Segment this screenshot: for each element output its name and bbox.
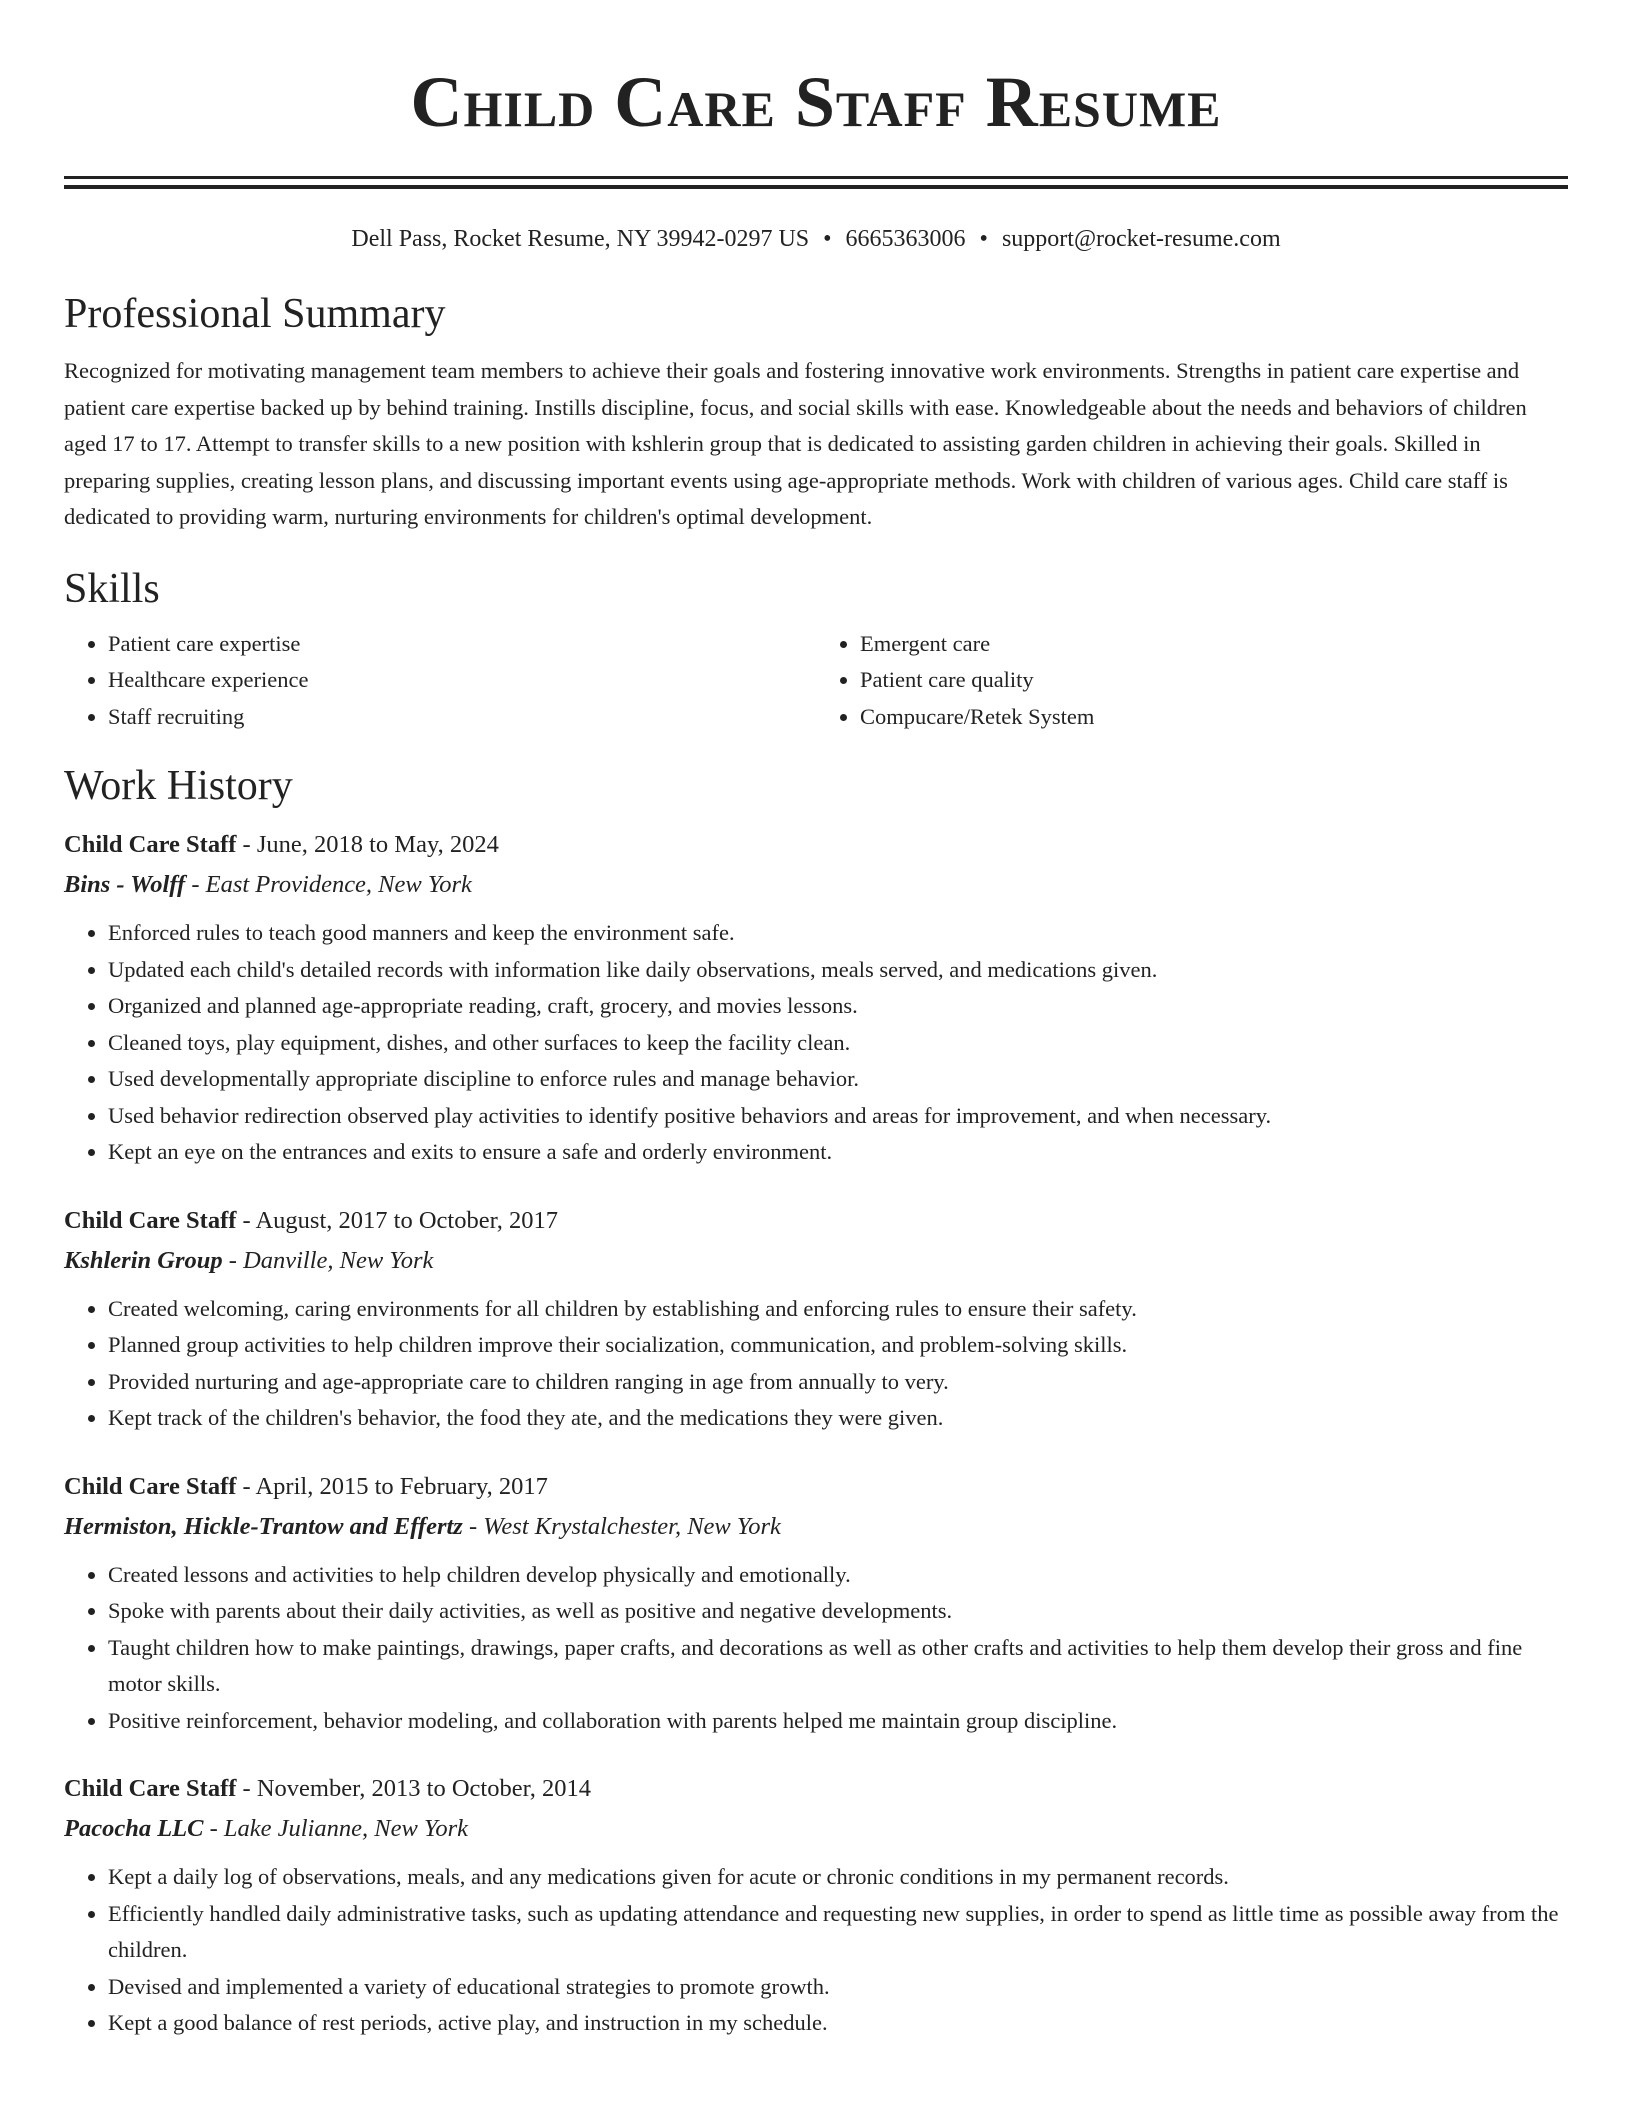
job-bullet: • Created welcoming, caring environments for all children by establishing and enforcing rules to ensure their safety.: [108, 1291, 1568, 1328]
job-company: Kshlerin Group: [64, 1246, 223, 1274]
job-dash: -: [462, 1512, 484, 1540]
job-location: Lake Julianne, New York: [223, 1815, 469, 1843]
job-dash: -: [185, 871, 206, 899]
job-company: Bins - Wolff: [64, 871, 186, 899]
header-divider-bottom: [64, 185, 1568, 189]
job-bullet: • Provided nurturing and age-appropriate care to children ranging in age from annually to very.: [108, 1364, 1568, 1401]
job-bullets: [64, 1291, 1568, 1437]
job-title: Child Care Staff: [64, 1206, 237, 1234]
job-title-line: [64, 1467, 1568, 1507]
job-dash: -: [236, 831, 257, 859]
job-dash: -: [236, 1206, 256, 1234]
job-entry: [64, 1769, 1568, 2042]
job-entry: [64, 825, 1568, 1171]
skills-column-left: [64, 626, 816, 736]
job-title-line: [64, 825, 1568, 865]
job-company-line: [64, 1241, 1568, 1281]
job-company-line: [64, 1507, 1568, 1547]
job-bullet: • Organized and planned age-appropriate reading, craft, grocery, and movies lessons.: [108, 988, 1568, 1025]
job-bullet: • Planned group activities to help children improve their socialization, communication, and problem-solving skills.: [108, 1327, 1568, 1364]
job-bullet: • Positive reinforcement, behavior modeling, and collaboration with parents helped me maintain group discipline.: [108, 1703, 1568, 1740]
skills-heading: Skills: [64, 565, 160, 612]
job-bullet: • Enforced rules to teach good manners and keep the environment safe.: [108, 915, 1568, 952]
job-bullet: • Taught children how to make paintings, drawings, paper crafts, and decorations as well as other crafts and activities to help them develop their gross and fine motor skills.: [108, 1630, 1568, 1703]
job-bullet: • Kept a daily log of observations, meals, and any medications given for acute or chronic conditions in my permanent records.: [108, 1859, 1568, 1896]
job-dates: June, 2018 to May, 2024: [256, 831, 499, 859]
job-location: East Providence, New York: [205, 871, 472, 899]
job-title-line: [64, 1201, 1568, 1241]
contact-line: [64, 223, 1568, 255]
job-dash: -: [236, 1472, 256, 1500]
job-location: West Krystalchester, New York: [483, 1512, 781, 1540]
job-bullet: • Kept track of the children's behavior, the food they ate, and the medications they were given.: [108, 1400, 1568, 1437]
skills-column-right: [816, 626, 1568, 736]
contact-phone: 6665363006: [845, 226, 966, 252]
job-bullet: • Spoke with parents about their daily activities, as well as positive and negative developments.: [108, 1593, 1568, 1630]
job-bullet: • Cleaned toys, play equipment, dishes, and other surfaces to keep the facility clean.: [108, 1025, 1568, 1062]
job-location: Danville, New York: [243, 1246, 434, 1274]
job-dates: April, 2015 to February, 2017: [255, 1472, 548, 1500]
job-bullets: [64, 1859, 1568, 2042]
job-title: Child Care Staff: [64, 831, 237, 859]
job-bullets: [64, 915, 1568, 1171]
job-title: Child Care Staff: [64, 1472, 237, 1500]
job-bullet: • Efficiently handled daily administrative tasks, such as updating attendance and requesting new supplies, in order to spend as little time as possible away from the children.: [108, 1896, 1568, 1969]
job-dash: -: [236, 1775, 257, 1803]
contact-separator: •: [979, 226, 988, 252]
contact-email: support@rocket-resume.com: [1001, 226, 1281, 252]
job-bullets: [64, 1557, 1568, 1740]
job-dates: November, 2013 to October, 2014: [256, 1775, 592, 1803]
summary-heading: Professional Summary: [64, 291, 446, 337]
job-bullet: • Used behavior redirection observed play activities to identify positive behaviors and areas for improvement, and when necessary.: [108, 1098, 1568, 1135]
job-bullet: • Created lessons and activities to help children develop physically and emotionally.: [108, 1557, 1568, 1594]
job-company-line: [64, 865, 1568, 905]
job-bullet: • Updated each child's detailed records with information like daily observations, meals served, and medications given.: [108, 952, 1568, 989]
job-dates: August, 2017 to October, 2017: [255, 1206, 559, 1234]
job-bullet: • Devised and implemented a variety of educational strategies to promote growth.: [108, 1969, 1568, 2006]
job-title: Child Care Staff: [64, 1775, 237, 1803]
job-title-line: [64, 1769, 1568, 1809]
skill-item: • Patient care expertise: [108, 626, 816, 663]
summary-text: Recognized for motivating management team members to achieve their goals and fostering innovative work environments. Strengths in patient care expertise and patient care expertise backed up by behind training. Instills discipline, focus, and social skills with ease. Knowledgeable about the needs and behaviors of children aged 17 to 17. Attempt to transfer skills to a new position with kshlerin group that is dedicated to assisting garden children in achieving their goals. Skilled in preparing supplies, creating lesson plans, and discussing important events using age-appropriate methods. Work with children of various ages. Child care staff is dedicated to providing warm, nurturing environments for children's optimal development.: [64, 358, 1527, 530]
job-entry: [64, 1467, 1568, 1740]
job-company: Pacocha LLC: [64, 1815, 204, 1843]
job-bullet: • Used developmentally appropriate discipline to enforce rules and manage behavior.: [108, 1061, 1568, 1098]
job-company: Hermiston, Hickle-Trantow and Effertz: [64, 1512, 463, 1540]
skill-item: • Staff recruiting: [108, 699, 816, 736]
skills-list: [64, 626, 1568, 736]
skill-item: • Healthcare experience: [108, 662, 816, 699]
work-history-heading: Work History: [64, 763, 293, 810]
contact-separator: •: [823, 226, 832, 252]
job-bullet: • Kept an eye on the entrances and exits to ensure a safe and orderly environment.: [108, 1134, 1568, 1171]
job-entry: [64, 1201, 1568, 1437]
header-divider-top: [64, 176, 1568, 179]
skill-item: • Patient care quality: [860, 662, 1568, 699]
page-title: Child Care Staff Resume: [410, 62, 1222, 142]
job-bullet: • Kept a good balance of rest periods, active play, and instruction in my schedule.: [108, 2005, 1568, 2042]
contact-address: Dell Pass, Rocket Resume, NY 39942-0297 US: [351, 226, 810, 252]
job-dash: -: [203, 1815, 224, 1843]
skill-item: • Emergent care: [860, 626, 1568, 663]
job-dash: -: [222, 1246, 244, 1274]
skill-item: • Compucare/Retek System: [860, 699, 1568, 736]
job-company-line: [64, 1809, 1568, 1849]
